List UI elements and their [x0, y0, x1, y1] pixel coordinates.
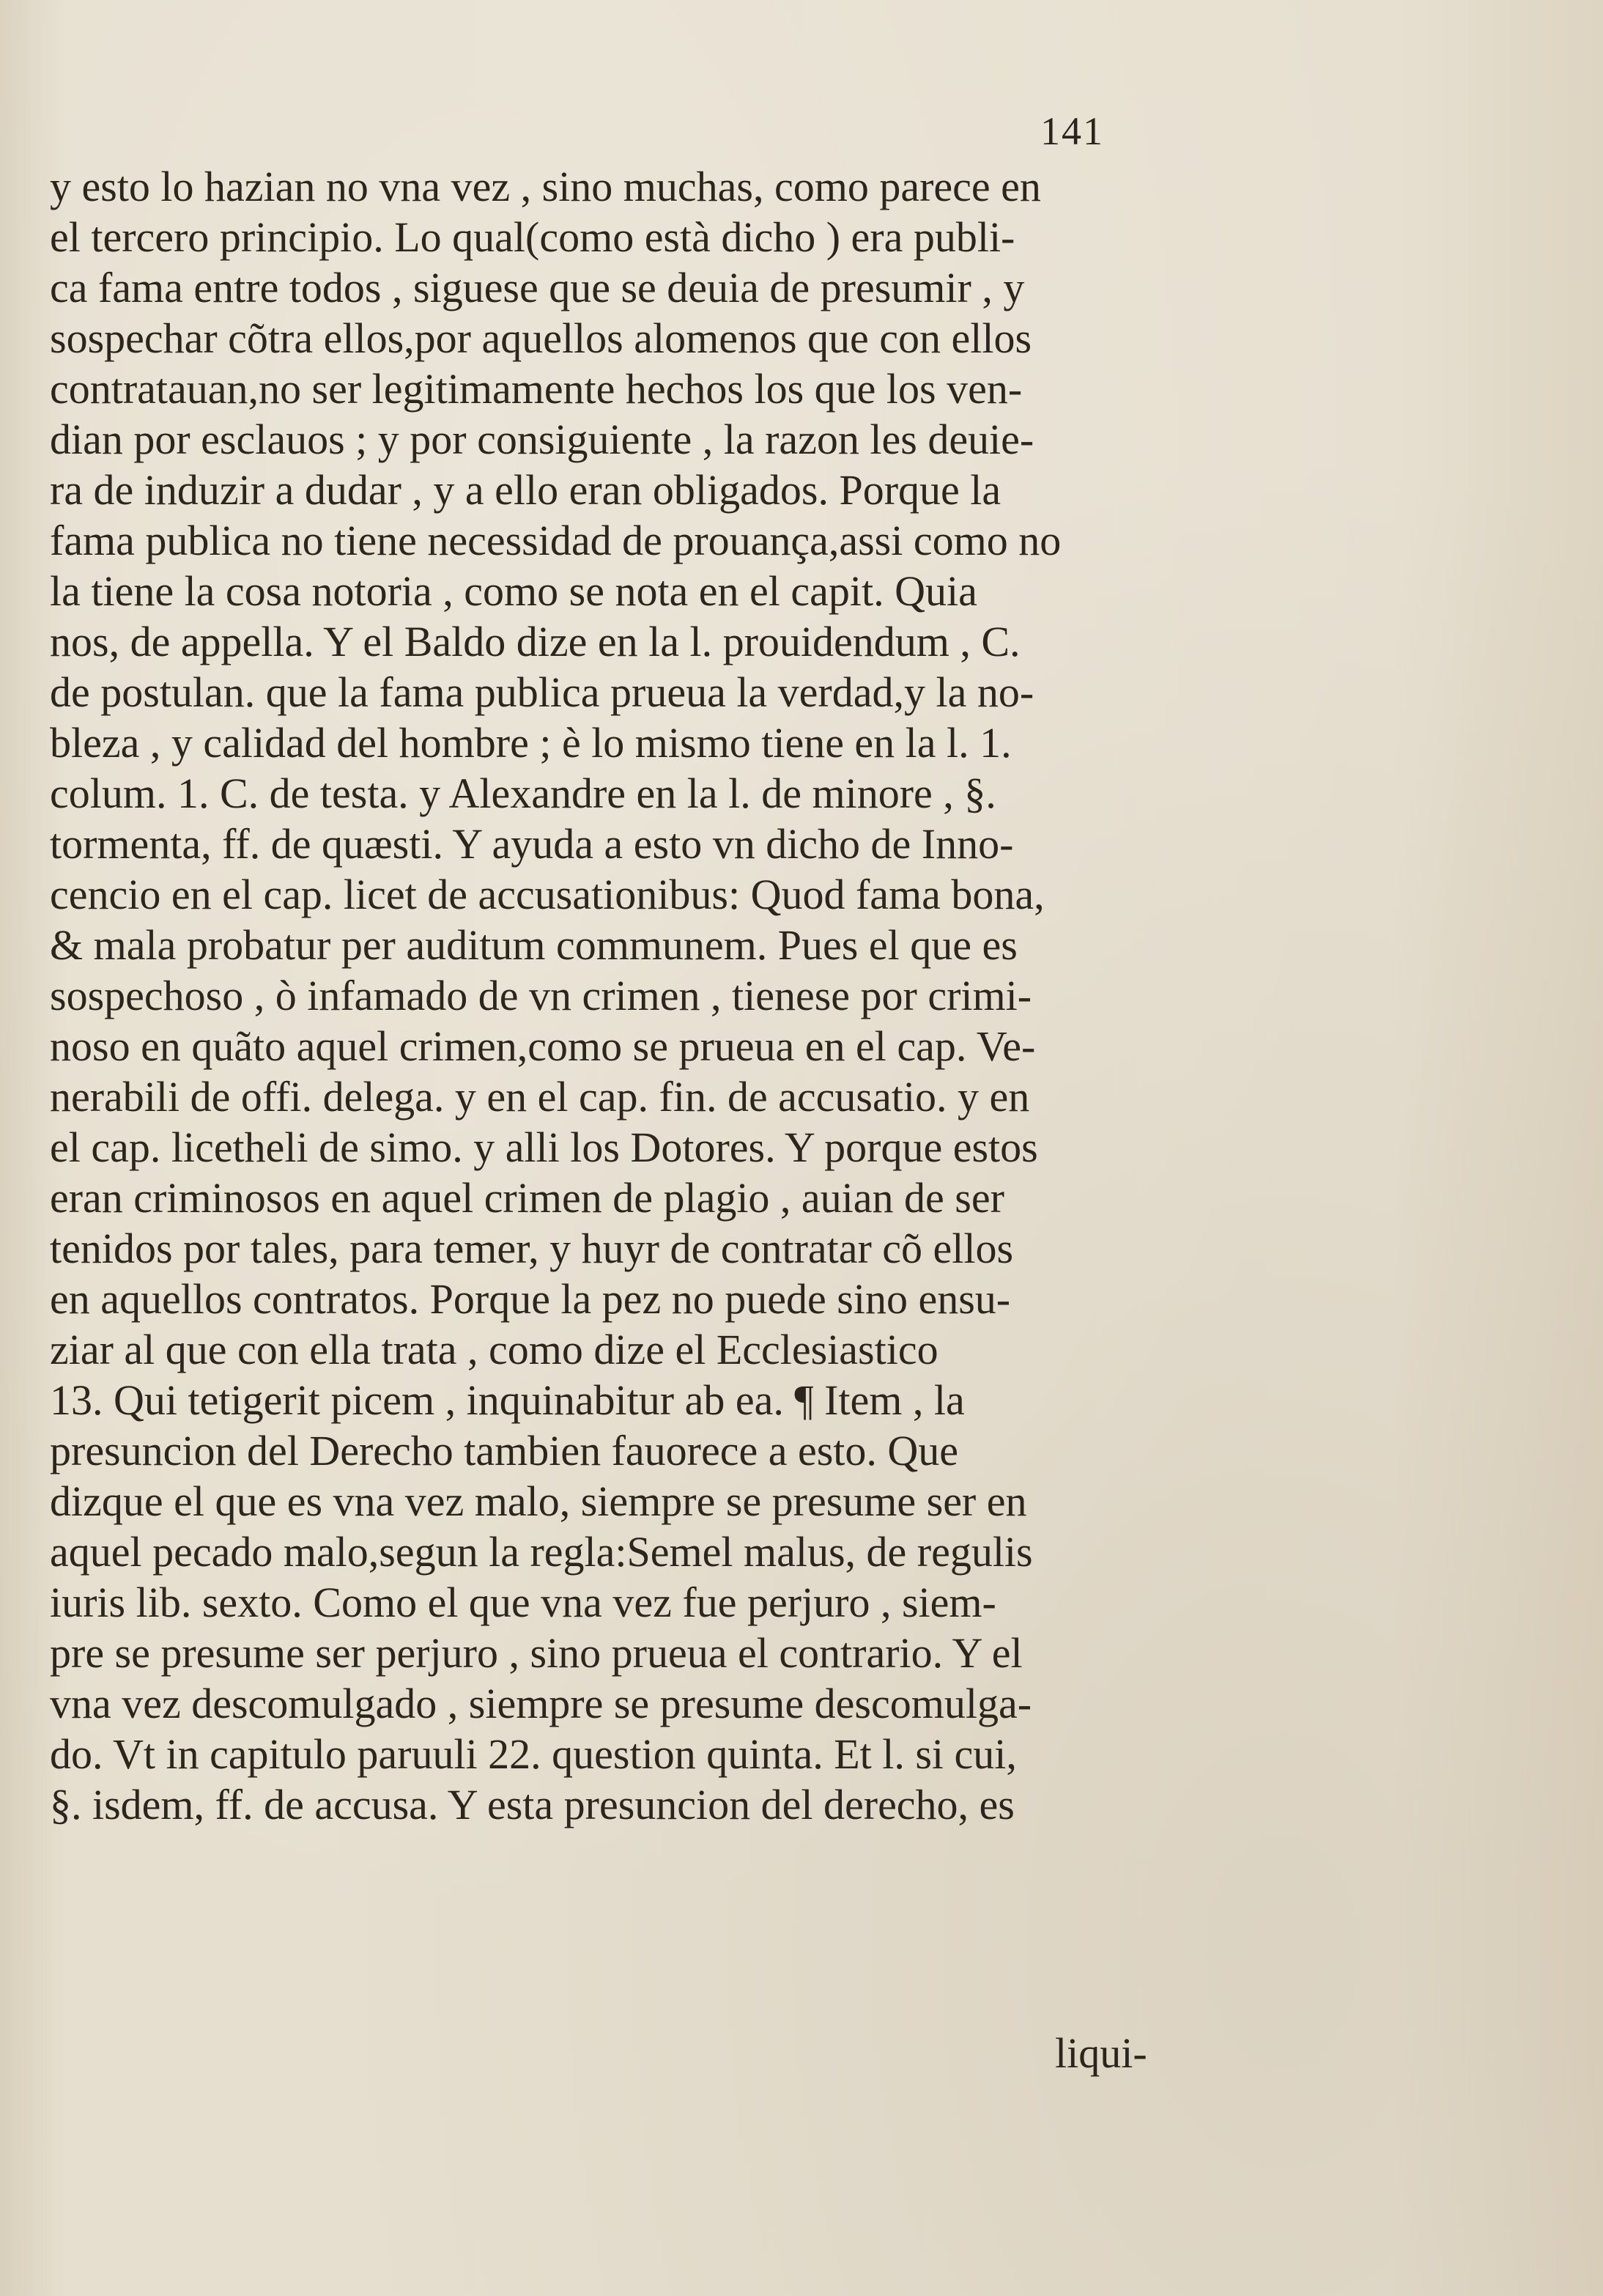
text-line: dian por esclauos ; y por consiguiente , la razon les deuie- — [50, 416, 1034, 463]
text-line: pre se presume ser perjuro , sino prueua el contrario. Y el — [50, 1629, 1023, 1677]
text-line: eran criminosos en aquel crimen de plagio , auian de ser — [50, 1174, 1004, 1222]
body-text — [50, 161, 1171, 1830]
text-line: noso en quãto aquel crimen,como se prueua en el cap. Ve- — [50, 1022, 1036, 1070]
page-number: 141 — [1040, 109, 1104, 153]
text-line: la tiene la cosa notoria , como se nota en el capit. Quia — [50, 567, 977, 615]
text-line: presuncion del Derecho tambien fauorece a esto. Que — [50, 1427, 959, 1474]
catchword: liqui- — [1055, 2029, 1147, 2077]
text-line: ra de induzir a dudar , y a ello eran obligados. Porque la — [50, 466, 1002, 514]
text-line: sospechar cõtra ellos,por aquellos alomenos que con ellos — [50, 314, 1032, 362]
text-line: 13. Qui tetigerit picem , inquinabitur ab ea. ¶ Item , la — [50, 1376, 965, 1424]
text-line: aquel pecado malo,segun la regla:Semel malus, de regulis — [50, 1528, 1033, 1576]
text-line: el tercero principio. Lo qual(como està dicho ) era publi- — [50, 213, 1015, 261]
text-line: nos, de appella. Y el Baldo dize en la l. prouidendum , C. — [50, 618, 1021, 665]
text-line: cencio en el cap. licet de accusationibus: Quod fama bona, — [50, 871, 1045, 918]
text-line: de postulan. que la fama publica prueua la verdad,y la no- — [50, 668, 1034, 716]
text-line: tormenta, ff. de quæsti. Y ayuda a esto vn dicho de Inno- — [50, 820, 1014, 868]
text-line: nerabili de offi. delega. y en el cap. fin. de accusatio. y en — [50, 1073, 1030, 1121]
text-line: §. isdem, ff. de accusa. Y esta presuncion del derecho, es — [50, 1781, 1015, 1828]
text-line: y esto lo hazian no vna vez , sino muchas, como parece en — [50, 163, 1041, 210]
text-line: do. Vt in capitulo paruuli 22. question quinta. Et l. si cui, — [50, 1730, 1017, 1778]
text-line: ca fama entre todos , siguese que se deuia de presumir , y — [50, 264, 1025, 311]
text-line: el cap. licetheli de simo. y alli los Dotores. Y porque estos — [50, 1123, 1038, 1171]
text-line: ziar al que con ella trata , como dize el Ecclesiastico — [50, 1326, 939, 1373]
text-line: en aquellos contratos. Porque la pez no puede sino ensu- — [50, 1275, 1011, 1323]
text-line: & mala probatur per auditum communem. Pues el que es — [50, 921, 1018, 969]
text-line: sospechoso , ò infamado de vn crimen , tienese por crimi- — [50, 972, 1032, 1019]
text-line: colum. 1. C. de testa. y Alexandre en la l. de minore , §. — [50, 769, 996, 817]
text-line: vna vez descomulgado , siempre se presume descomulga- — [50, 1680, 1032, 1727]
text-line: fama publica no tiene necessidad de prouança,assi como no — [50, 517, 1062, 564]
text-line: tenidos por tales, para temer, y huyr de contratar cõ ellos — [50, 1225, 1014, 1272]
text-line: bleza , y calidad del hombre ; è lo mismo tiene en la l. 1. — [50, 719, 1012, 767]
text-line: iuris lib. sexto. Como el que vna vez fue perjuro , siem- — [50, 1579, 996, 1626]
text-line: dizque el que es vna vez malo, siempre se presume ser en — [50, 1477, 1027, 1525]
text-line: contratauan,no ser legitimamente hechos los que los ven- — [50, 365, 1023, 413]
